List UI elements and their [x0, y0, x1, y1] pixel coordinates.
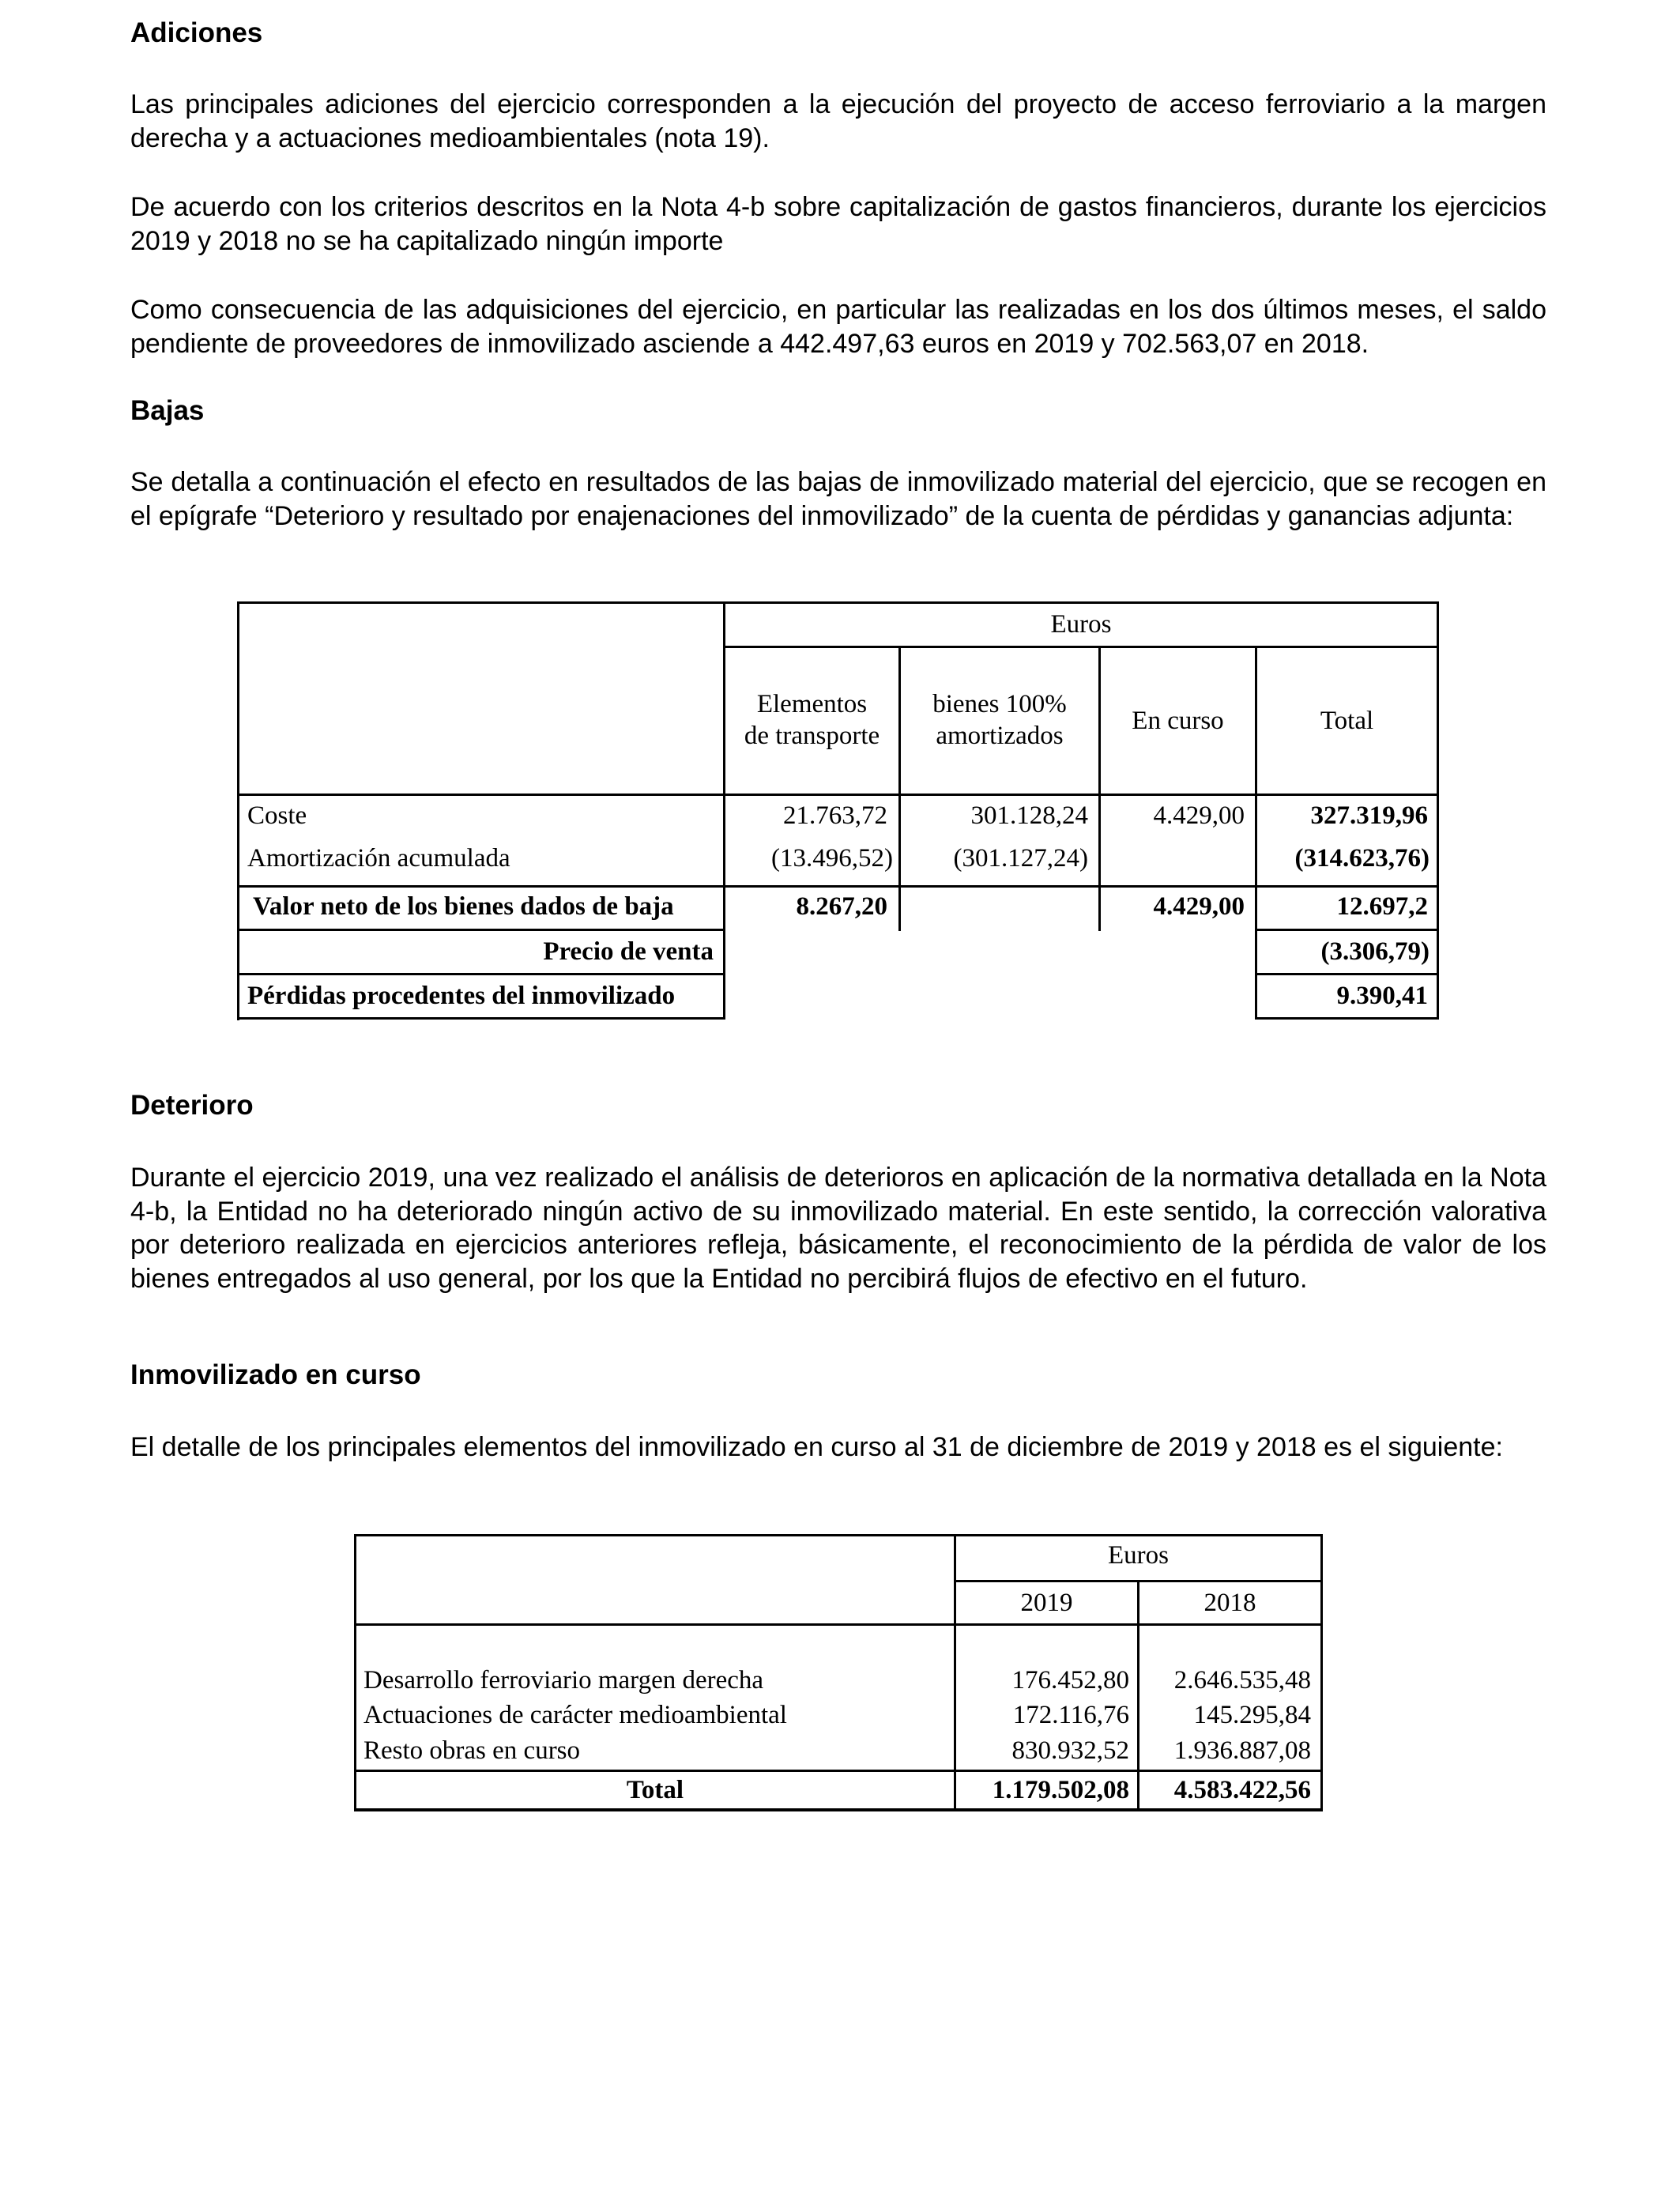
table-line	[1255, 973, 1439, 975]
table-line	[237, 929, 725, 931]
column-header-2018: 2018	[1203, 1589, 1256, 1617]
column-header: Total	[1320, 707, 1374, 735]
table-line	[1320, 1534, 1323, 1811]
total-cell: 1.179.502,08	[992, 1776, 1129, 1804]
table-cell: 9.390,41	[1336, 982, 1428, 1010]
table-cell: 2.646.535,48	[1173, 1666, 1311, 1695]
heading-inmovilizado-curso: Inmovilizado en curso	[130, 1359, 421, 1390]
table-cell: (3.306,79)	[1320, 937, 1430, 966]
paragraph-curso-1: El detalle de los principales elementos del inmovilizado en curso al 31 de diciembre de 2019 y 2018 es el siguiente:	[130, 1432, 1503, 1462]
table-line	[237, 1017, 725, 1020]
column-header-line: de transporte	[744, 722, 880, 750]
table-cell: (13.496,52)	[771, 844, 893, 873]
table-cell: 4.429,00	[1153, 892, 1245, 921]
paragraph-deterioro-1: Durante el ejercicio 2019, una vez realizado el análisis de deterioros en aplicación de la normativa detallada en la Nota 4-b, la Entidad no ha deteriorado ningún activo de su inmovilizado material. En este sentido, la corrección valorativa por deterioro realizada en ejercicios anteriores refleja, básicamente, el reconocimiento de la pérdida de valor de los bienes entregados al uso general, por los que la Entidad no percibirá flujos de efectivo en el futuro.	[130, 1163, 1546, 1294]
row-label: Desarrollo ferroviario margen derecha	[363, 1666, 764, 1695]
paragraph-bajas-1: Se detalla a continuación el efecto en resultados de las bajas de inmovilizado material del ejercicio, que se recogen en el epígrafe “Deterioro y resultado por enajenaciones del inmovilizado” de la cuenta de pérdidas y ganancias adjunta:	[130, 467, 1546, 531]
row-label: Pérdidas procedentes del inmovilizado	[247, 982, 676, 1010]
row-label: Valor neto de los bienes dados de baja	[253, 892, 674, 921]
table-cell: 8.267,20	[796, 892, 887, 921]
column-header-line: Elementos	[756, 690, 868, 718]
paragraph-adiciones-1: Las principales adiciones del ejercicio corresponden a la ejecución del proyecto de acceso ferroviario a la margen derecha y a actuaciones medioambientales (nota 19).	[130, 89, 1546, 153]
table-line	[1098, 646, 1101, 931]
table-cell: (301.127,24)	[953, 844, 1088, 873]
heading-bajas: Bajas	[130, 395, 205, 426]
heading-deterioro: Deterioro	[130, 1090, 254, 1121]
table-line	[1255, 929, 1439, 931]
table-line	[354, 1770, 1323, 1772]
row-label: Coste	[247, 801, 307, 830]
row-label: Actuaciones de carácter medioambiental	[363, 1701, 787, 1729]
table-line	[237, 885, 1439, 888]
table-cell: 145.295,84	[1193, 1701, 1311, 1729]
column-header-2019: 2019	[1020, 1589, 1073, 1617]
table-cell: 172.116,76	[1012, 1701, 1129, 1729]
table-cell: 12.697,2	[1336, 892, 1428, 921]
total-label: Total	[626, 1776, 684, 1804]
column-header	[901, 688, 1098, 752]
table-line	[354, 1808, 1323, 1811]
total-cell: 4.583.422,56	[1173, 1776, 1311, 1804]
table-cell: (314.623,76)	[1294, 844, 1430, 873]
table-line	[1255, 1017, 1439, 1020]
column-header: En curso	[1132, 707, 1224, 735]
table-cell: 176.452,80	[1011, 1666, 1129, 1695]
column-header	[725, 688, 898, 752]
table-line	[237, 794, 1439, 796]
table-cell: 21.763,72	[783, 801, 887, 830]
column-header-line: amortizados	[936, 722, 1064, 750]
table-cell: 1.936.887,08	[1173, 1736, 1311, 1765]
row-label: Precio de venta	[543, 937, 714, 966]
table-line	[723, 601, 1439, 604]
table-line	[237, 973, 725, 975]
table-line	[1437, 601, 1439, 1020]
row-label: Resto obras en curso	[363, 1736, 581, 1765]
heading-adiciones: Adiciones	[130, 17, 263, 48]
column-header-line: bienes 100%	[932, 690, 1067, 718]
table-line	[354, 1623, 1323, 1626]
row-label: Amortización acumulada	[247, 844, 510, 873]
table-line	[237, 601, 725, 604]
table-cell: 301.128,24	[970, 801, 1088, 830]
table-cell: 830.932,52	[1011, 1736, 1129, 1765]
table-group-header: Euros	[1108, 1541, 1169, 1570]
paragraph-adiciones-3: Como consecuencia de las adquisiciones del ejercicio, en particular las realizadas en los dos últimos meses, el saldo pendiente de proveedores de inmovilizado asciende a 442.497,63 euros en 2019 y 702.563,07 en 2018.	[130, 295, 1546, 359]
table-group-header: Euros	[1050, 610, 1112, 639]
table-cell: 4.429,00	[1153, 801, 1245, 830]
table-line	[723, 646, 1439, 648]
table-line	[354, 1534, 356, 1811]
table-cell: 327.319,96	[1310, 801, 1428, 830]
table-line	[354, 1534, 1323, 1536]
paragraph-adiciones-2: De acuerdo con los criterios descritos en la Nota 4-b sobre capitalización de gastos financieros, durante los ejercicios 2019 y 2018 no se ha capitalizado ningún importe	[130, 192, 1546, 256]
